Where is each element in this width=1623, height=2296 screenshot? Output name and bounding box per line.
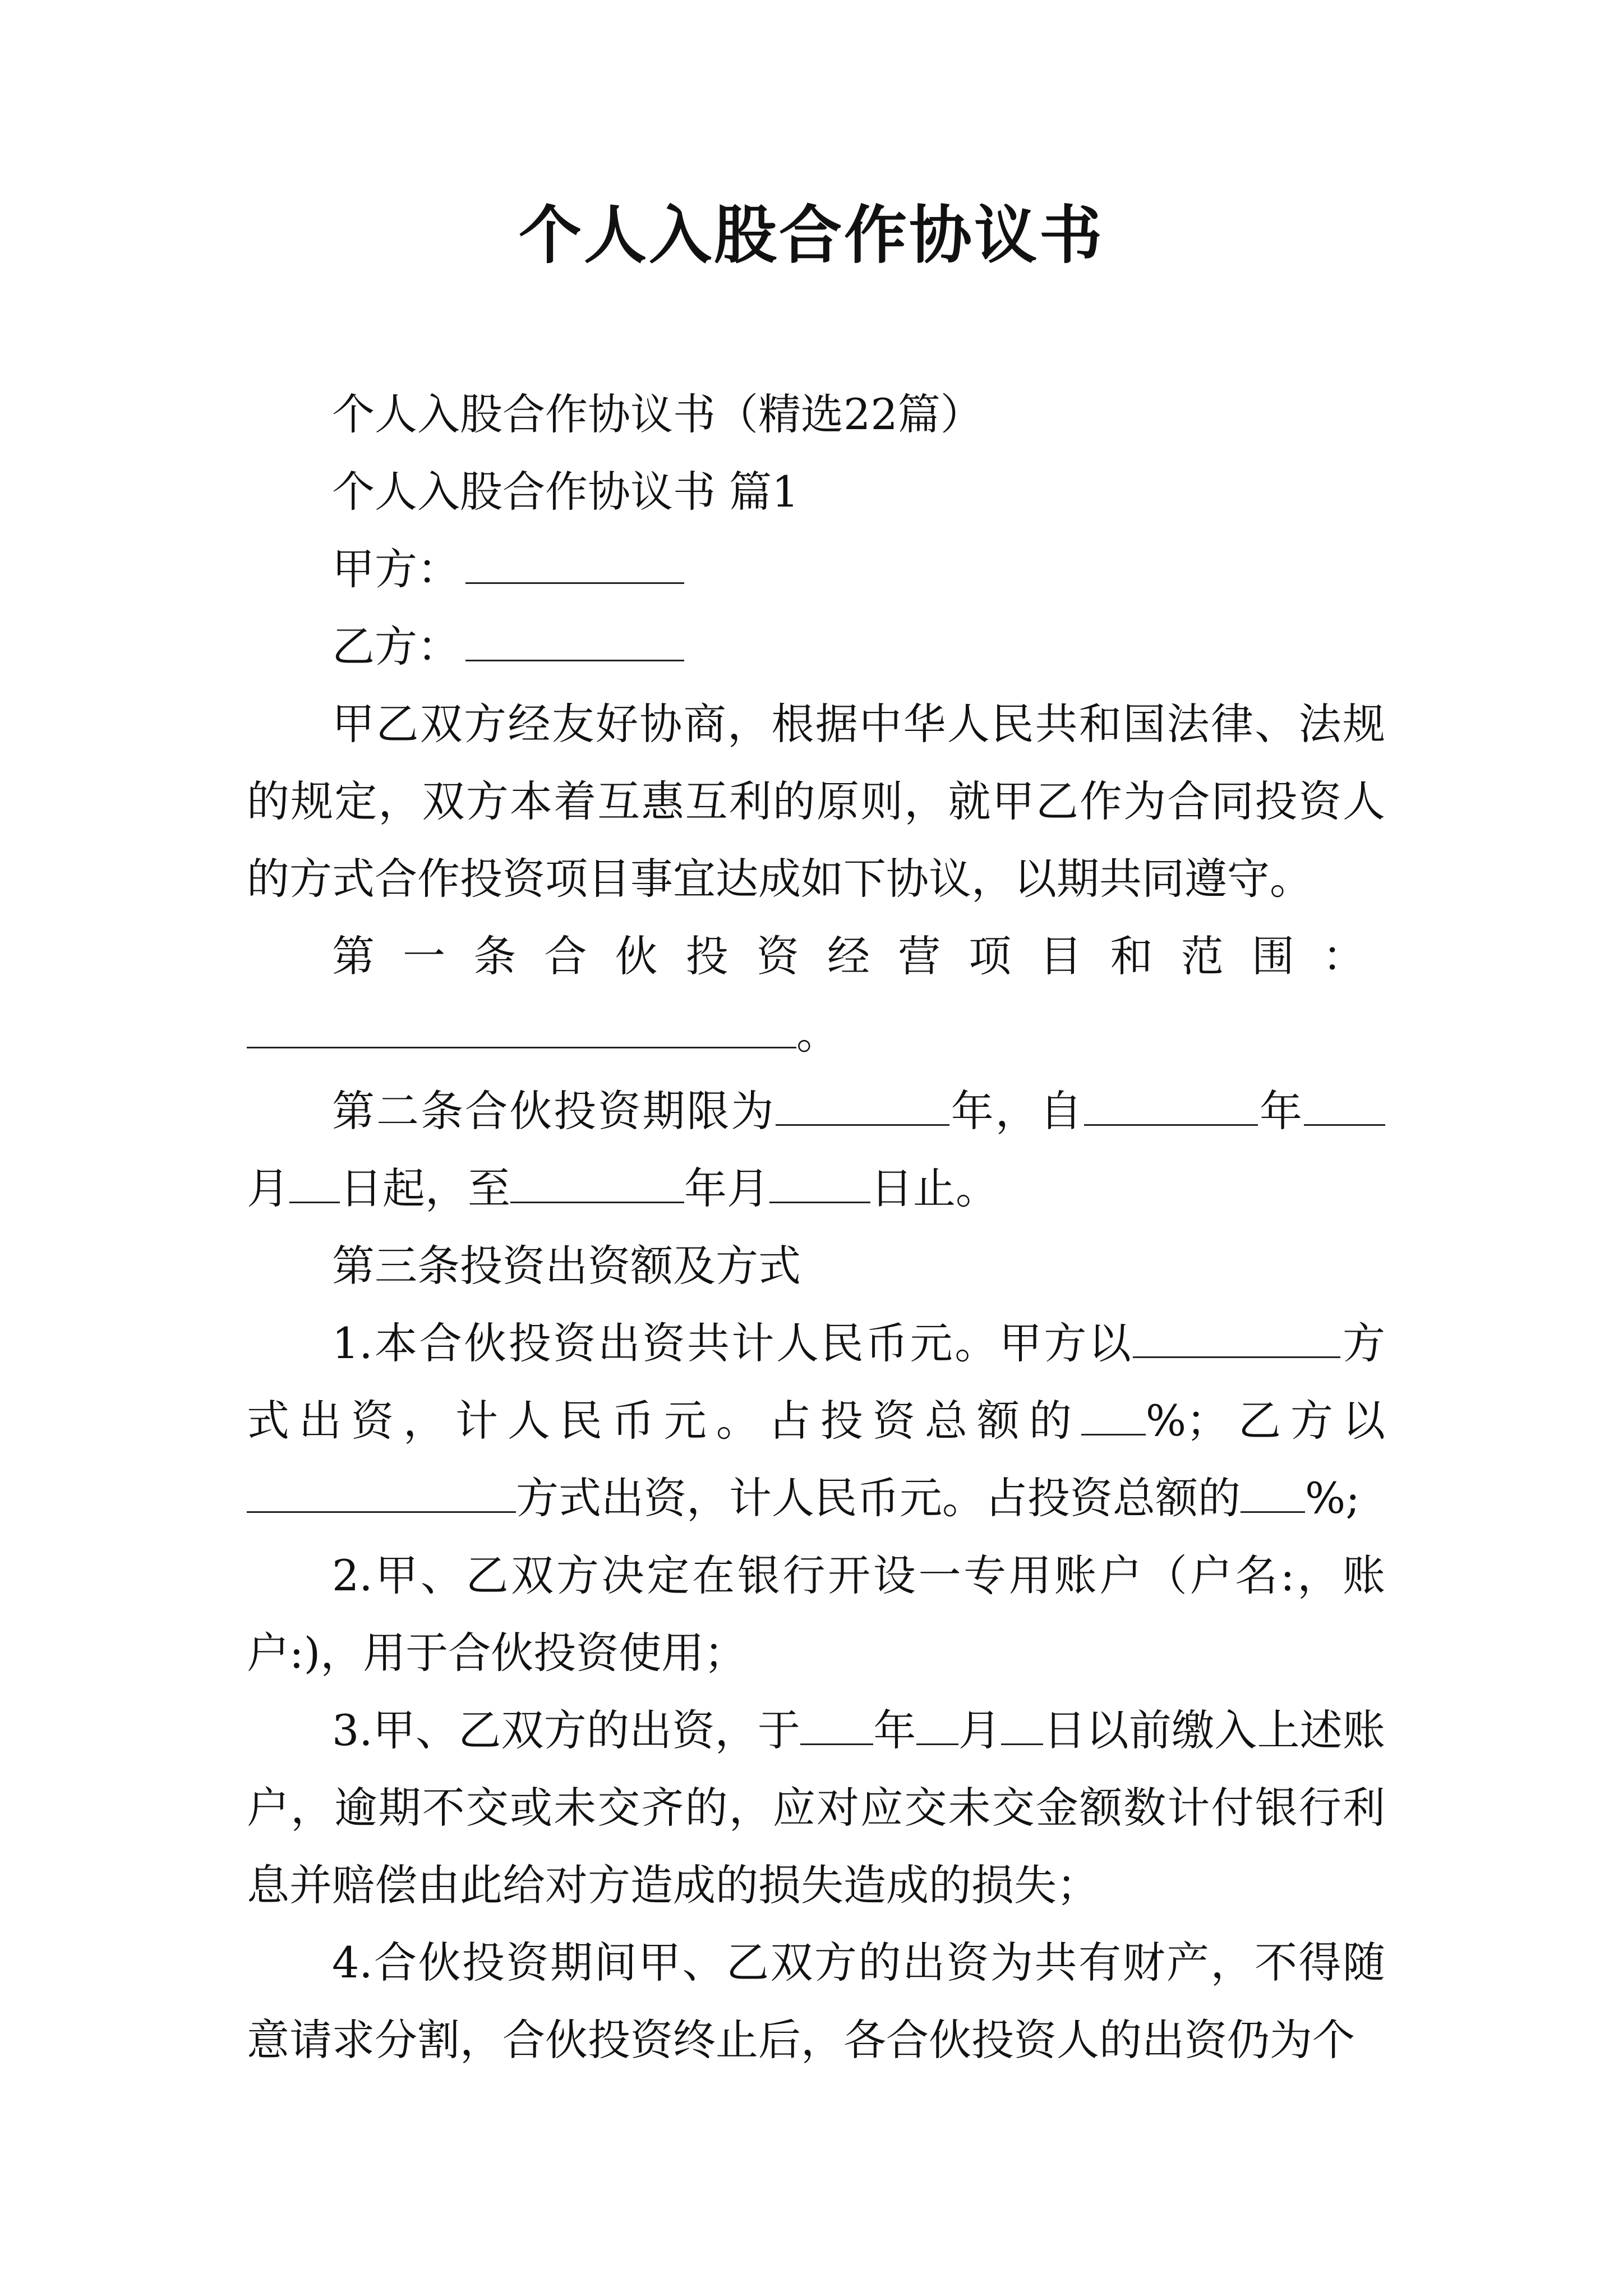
article-1 bbox=[247, 918, 1385, 995]
article-1-end: 。 bbox=[796, 1009, 839, 1059]
deposit-day-blank bbox=[1001, 1704, 1043, 1745]
article-2-text-b: 年，自 bbox=[949, 1086, 1084, 1136]
party-a-blank bbox=[465, 543, 684, 584]
document-body bbox=[247, 376, 1385, 2079]
party-b-label: 乙方： bbox=[332, 622, 460, 671]
item-1-text-a: 1.本合伙投资出资共计人民币元。甲方以 bbox=[332, 1318, 1133, 1368]
article-2-text-d: 月 bbox=[247, 1163, 289, 1213]
item-3-text-b: 年 bbox=[873, 1705, 916, 1755]
start-day-blank bbox=[289, 1162, 340, 1203]
subtitle: 个人入股合作协议书（精选22篇） bbox=[332, 389, 983, 439]
item-1-text-e: %; bbox=[1305, 1473, 1360, 1523]
article-2-text-g: 日止。 bbox=[870, 1163, 998, 1213]
item-3-text-a: 3.甲、乙双方的出资，于 bbox=[332, 1705, 801, 1755]
article-3-title: 第三条投资出资额及方式 bbox=[332, 1241, 801, 1291]
end-year-blank bbox=[510, 1162, 684, 1203]
party-a-line bbox=[247, 531, 1385, 608]
party-b-method-blank bbox=[247, 1472, 516, 1513]
start-month-blank bbox=[1304, 1085, 1385, 1126]
party-b-blank bbox=[465, 620, 684, 661]
start-year-blank bbox=[1084, 1085, 1258, 1126]
item-1 bbox=[247, 1305, 1385, 1537]
item-1-text-b: 方式出资，计人民币元。占投资总额的 bbox=[247, 1318, 1386, 1446]
item-3-text-c: 月 bbox=[958, 1705, 1002, 1755]
article-2-text-c: 年 bbox=[1257, 1086, 1304, 1136]
item-3-text-d: 日以前缴入上述账户，逾期不交或未交齐的，应对应交未交金额数计付银行利息并赔偿由此给对方造成的损失造成的损失； bbox=[247, 1705, 1386, 1910]
item-1-text-d: 方式出资，计人民币元。占投资总额的 bbox=[516, 1473, 1241, 1523]
article-1-blank-line bbox=[247, 995, 1385, 1073]
item-4: 4.合伙投资期间甲、乙双方的出资为共有财产，不得随意请求分割，合伙投资终止后，各合伙投资人的出资仍为个 bbox=[247, 1938, 1385, 2065]
deposit-month-blank bbox=[916, 1704, 958, 1745]
article-2-text-a: 第二条合伙投资期限为 bbox=[332, 1086, 776, 1136]
party-b-percent-blank bbox=[1241, 1472, 1305, 1513]
term-years-blank bbox=[776, 1085, 949, 1126]
party-a-label: 甲方： bbox=[332, 544, 460, 594]
item-2: 2.甲、乙双方决定在银行开设一专用账户（户名:，账户:)，用于合伙投资使用； bbox=[247, 1550, 1385, 1678]
item-3 bbox=[247, 1692, 1385, 1924]
party-a-method-blank bbox=[1133, 1317, 1340, 1358]
scope-blank bbox=[247, 1007, 796, 1048]
item-1-text-c: %；乙方以 bbox=[1145, 1396, 1386, 1446]
article-2 bbox=[247, 1073, 1385, 1227]
party-a-percent-blank bbox=[1081, 1395, 1146, 1435]
document-title: 个人入股合作协议书 bbox=[519, 199, 1104, 272]
deposit-year-blank bbox=[800, 1704, 873, 1745]
article-1-text: 第一条合伙投资经营项目和范围： bbox=[332, 931, 1385, 981]
end-day-blank bbox=[769, 1162, 870, 1203]
chapter-heading: 个人入股合作协议书 篇1 bbox=[332, 467, 799, 517]
party-b-line bbox=[247, 608, 1385, 685]
article-2-text-e: 日起，至 bbox=[340, 1163, 510, 1213]
intro-paragraph: 甲乙双方经友好协商，根据中华人民共和国法律、法规的规定，双方本着互惠互利的原则，就甲乙作为合同投资人的方式合作投资项目事宜达成如下协议，以期共同遵守。 bbox=[247, 699, 1385, 904]
article-2-text-f: 年月 bbox=[684, 1163, 769, 1213]
